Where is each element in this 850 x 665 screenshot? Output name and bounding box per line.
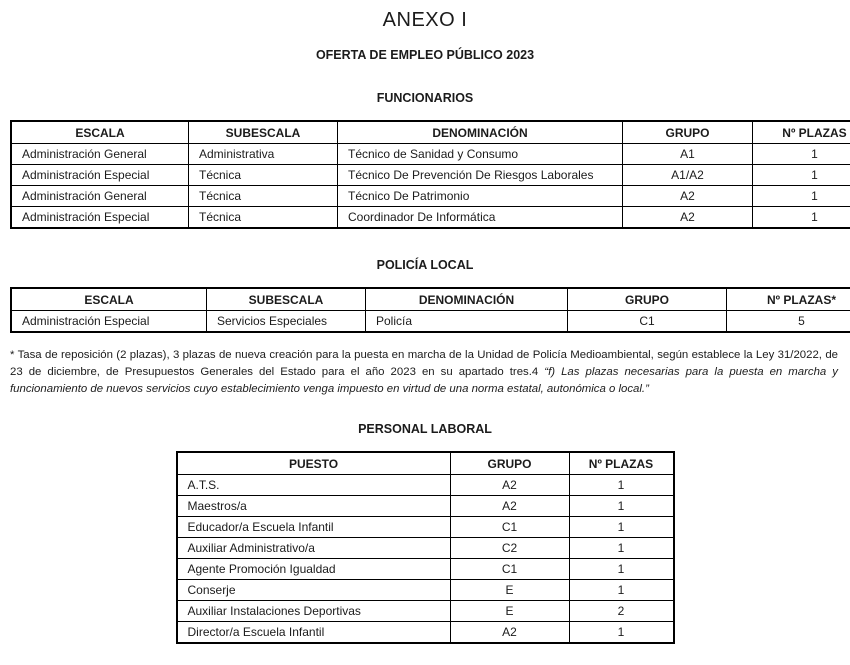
column-header: Nº PLAZAS: [569, 452, 674, 475]
table-cell: Técnica: [189, 207, 338, 229]
table-cell: Técnica: [189, 165, 338, 186]
column-header: GRUPO: [450, 452, 569, 475]
page-subtitle: OFERTA DE EMPLEO PÚBLICO 2023: [315, 48, 535, 62]
table-cell: C1: [450, 559, 569, 580]
table-row: [11, 207, 850, 229]
funcionarios-table: [10, 120, 850, 229]
table-cell: A2: [623, 207, 753, 229]
table-cell: 1: [569, 475, 674, 496]
table-cell: Maestros/a: [177, 496, 451, 517]
table-row: [177, 538, 674, 559]
table-cell: Conserje: [177, 580, 451, 601]
header-row: [177, 452, 674, 475]
table-cell: 1: [753, 165, 850, 186]
column-header: GRUPO: [623, 121, 753, 144]
table-row: [11, 144, 850, 165]
table-cell: 1: [569, 538, 674, 559]
column-header: ESCALA: [11, 121, 189, 144]
table-cell: Técnico De Patrimonio: [338, 186, 623, 207]
page-title: ANEXO I: [382, 9, 468, 31]
table-cell: 1: [753, 144, 850, 165]
footnote-italic-text: “f) Las plazas necesarias para la puesta en marcha y funcionamiento de nuevos servicios cuyo establecimiento venga impuesto en virtud de una norma estatal, autonómica o local.”: [10, 366, 839, 395]
table-cell: Auxiliar Instalaciones Deportivas: [177, 601, 451, 622]
table-row: [177, 601, 674, 622]
table-cell: Administración Especial: [11, 165, 189, 186]
section-heading-funcionarios: FUNCIONARIOS: [376, 91, 474, 105]
column-header: PUESTO: [177, 452, 451, 475]
table-row: [177, 580, 674, 601]
table-cell: Servicios Especiales: [207, 311, 366, 333]
table-cell: Educador/a Escuela Infantil: [177, 517, 451, 538]
table-cell: 1: [569, 622, 674, 644]
table-cell: Administrativa: [189, 144, 338, 165]
table-row: [11, 186, 850, 207]
footnote-normal-text: * Tasa de reposición (2 plazas), 3 plazas de nueva creación para la puesta en marcha de la Unidad de Policía Medioambiental, según establece la Ley 31/2022, de 23 de diciembre, de Presupuestos Generales del Estado para el año 2023 en su apartado tres.4: [10, 349, 838, 378]
table-cell: Técnico De Prevención De Riesgos Laborales: [338, 165, 623, 186]
table-cell: A2: [450, 496, 569, 517]
section-heading-policia-local: POLICÍA LOCAL: [376, 258, 474, 272]
policia-local-table: [10, 287, 850, 333]
table-cell: A2: [450, 622, 569, 644]
table-cell: Agente Promoción Igualdad: [177, 559, 451, 580]
header-row: [11, 288, 850, 311]
table-cell: 1: [753, 186, 850, 207]
table-cell: E: [450, 580, 569, 601]
table-row: [11, 165, 850, 186]
table-row: [177, 496, 674, 517]
column-header: SUBESCALA: [207, 288, 366, 311]
table-cell: Administración Especial: [11, 207, 189, 229]
table-cell: Administración General: [11, 186, 189, 207]
table-cell: 1: [569, 559, 674, 580]
column-header: ESCALA: [11, 288, 207, 311]
table-cell: Técnica: [189, 186, 338, 207]
table-cell: 5: [727, 311, 850, 333]
document-page: [10, 0, 847, 644]
table-row: [177, 622, 674, 644]
table-cell: 2: [569, 601, 674, 622]
table-cell: A1/A2: [623, 165, 753, 186]
table-cell: Auxiliar Administrativo/a: [177, 538, 451, 559]
table-cell: E: [450, 601, 569, 622]
table-cell: A2: [623, 186, 753, 207]
table-cell: Administración General: [11, 144, 189, 165]
personal-laboral-table: [176, 451, 675, 644]
table-cell: Técnico de Sanidad y Consumo: [338, 144, 623, 165]
column-header: SUBESCALA: [189, 121, 338, 144]
table-cell: 1: [569, 496, 674, 517]
table-row: [177, 517, 674, 538]
table-cell: A1: [623, 144, 753, 165]
header-row: [11, 121, 850, 144]
column-header: DENOMINACIÓN: [338, 121, 623, 144]
table-cell: Coordinador De Informática: [338, 207, 623, 229]
table-cell: Policía: [366, 311, 568, 333]
column-header: DENOMINACIÓN: [366, 288, 568, 311]
table-cell: C1: [568, 311, 727, 333]
table-row: [177, 475, 674, 496]
table-cell: Director/a Escuela Infantil: [177, 622, 451, 644]
column-header: GRUPO: [568, 288, 727, 311]
table-cell: C2: [450, 538, 569, 559]
column-header: Nº PLAZAS: [753, 121, 850, 144]
table-cell: A.T.S.: [177, 475, 451, 496]
column-header: Nº PLAZAS*: [727, 288, 850, 311]
table-cell: C1: [450, 517, 569, 538]
policia-footnote: [10, 347, 840, 398]
table-cell: 1: [569, 580, 674, 601]
table-cell: Administración Especial: [11, 311, 207, 333]
table-cell: 1: [569, 517, 674, 538]
table-row: [11, 311, 850, 333]
table-row: [177, 559, 674, 580]
table-cell: A2: [450, 475, 569, 496]
section-heading-personal-laboral: PERSONAL LABORAL: [358, 422, 492, 436]
table-cell: 1: [753, 207, 850, 229]
